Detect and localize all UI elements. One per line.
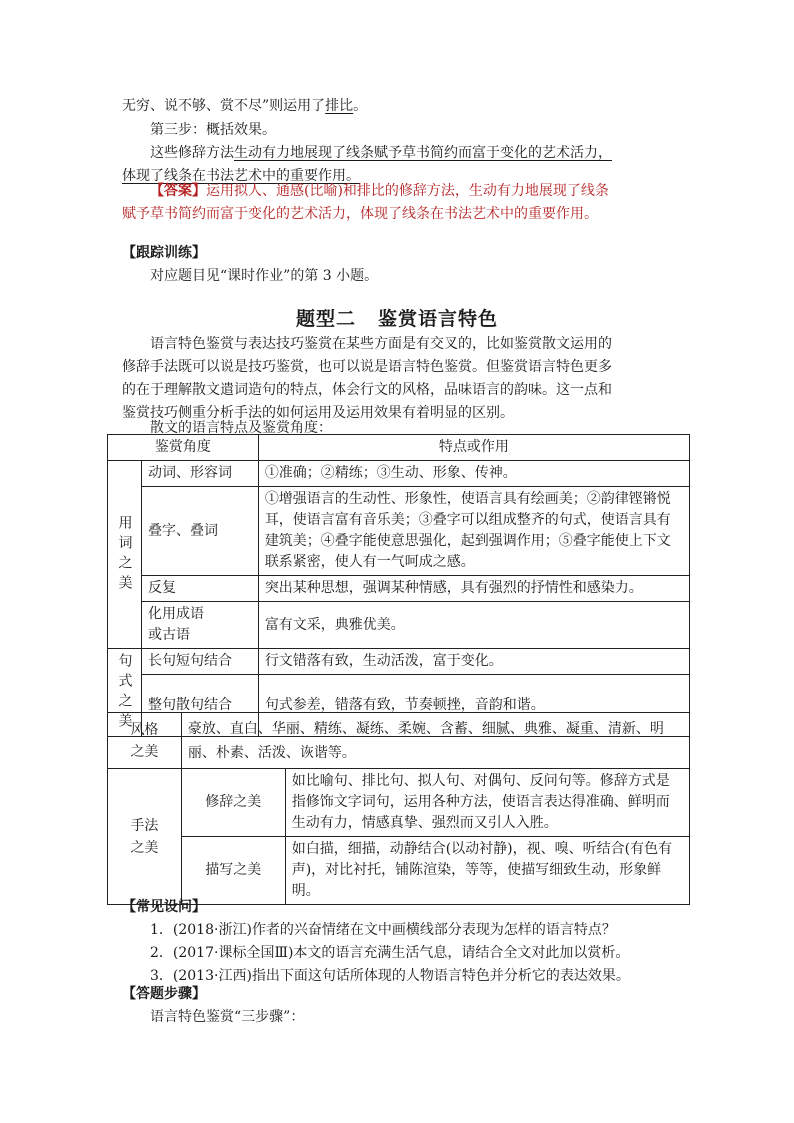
row-text: ①准确；②精练；③生动、形象、传神。 — [258, 461, 689, 487]
row-label: 描写之美 — [181, 837, 285, 905]
group-sentence-beauty: 句式之美 — [108, 649, 142, 737]
table-row — [108, 602, 690, 649]
table-row — [108, 461, 690, 487]
step3-text: 第三步：概括效果。 — [150, 122, 276, 138]
row-label: 动词、形容词 — [141, 461, 258, 487]
summary-line-2: 体现了线条在书法艺术中的重要作用。 — [122, 168, 360, 184]
header-angle: 鉴赏角度 — [108, 435, 259, 461]
steps-title: 【答题步骤】 — [122, 986, 206, 1002]
steps-text: 语言特色鉴赏“三步骤”： — [150, 1009, 305, 1025]
questions-title: 【常见设问】 — [122, 899, 206, 915]
answer-line-1: 【答案】运用拟人、通感(比喻)和排比的修辞方法，生动有力地展现了线条 — [150, 183, 609, 199]
intro-line-5: 散文的语言特点及鉴赏角度： — [150, 420, 332, 436]
row-label: 化用成语 或古语 — [141, 602, 258, 649]
group-word-beauty: 用词之美 — [108, 461, 142, 649]
row-label: 整句散句结合 — [141, 675, 258, 737]
question-item: 3．(2013·江西)指出下面这句话所体现的人物语言特色并分析它的表达效果。 — [150, 968, 630, 984]
table-row — [108, 769, 690, 837]
style-beauty-label: 风格 之美 — [108, 713, 182, 769]
follow-text: 对应题目见“课时作业”的第 3 小题。 — [150, 268, 379, 284]
table-header-row — [108, 435, 690, 461]
section-title: 题型二 鉴赏语言特色 — [295, 308, 499, 330]
intro-line-1: 语言特色鉴赏与表达技巧鉴赏在某些方面是有交叉的，比如鉴赏散文运用的 — [150, 336, 612, 352]
language-features-table — [107, 434, 690, 737]
header-feature: 特点或作用 — [258, 435, 689, 461]
row-text: 突出某种思想，强调某种情感，具有强烈的抒情性和感染力。 — [258, 576, 689, 602]
question-item: 1．(2018·浙江)作者的兴奋情绪在文中画横线部分表现为怎样的语言特点？ — [150, 922, 616, 938]
row-label: 修辞之美 — [181, 769, 285, 837]
summary-line-1: 这些修辞方法生动有力地展现了线条赋予草书简约而富于变化的艺术活力， — [150, 145, 612, 161]
row-text: 行文错落有致，生动活泼，富于变化。 — [258, 649, 689, 675]
intro-line-4: 鉴赏技巧侧重分析手法的如何运用及运用效果有着明显的区别。 — [122, 405, 514, 421]
table-row — [108, 576, 690, 602]
style-beauty-text: 豪放、直白、华丽、精练、凝练、柔婉、含蓄、细腻、典雅、凝重、清新、明丽、朴素、活泼、诙谐等。 — [181, 713, 689, 769]
row-text: 如比喻句、排比句、拟人句、对偶句、反问句等。修辞方式是指修饰文字词句，运用各种方法，使语言表达得准确、鲜明而生动有力，情感真挚、强烈而又引人入胜。 — [285, 769, 689, 837]
text-line-1: 无穷、说不够、赏不尽”则运用了排比。 — [122, 98, 368, 114]
row-text: 句式参差，错落有致，节奏顿挫，音韵和谐。 — [258, 675, 689, 737]
row-label: 叠字、叠词 — [141, 487, 258, 576]
table-row — [108, 487, 690, 576]
answer-line-2: 赋予草书简约而富于变化的艺术活力，体现了线条在书法艺术中的重要作用。 — [122, 206, 598, 222]
table-row — [108, 649, 690, 675]
style-technique-table — [107, 712, 690, 905]
table-row — [108, 713, 690, 769]
intro-line-2: 修辞手法既可以说是技巧鉴赏，也可以说是语言特色鉴赏。但鉴赏语言特色更多 — [122, 359, 612, 375]
table-row — [108, 837, 690, 905]
intro-line-3: 的在于理解散文遣词造句的特点，体会行文的风格，品味语言的韵味。这一点和 — [122, 382, 612, 398]
follow-title: 【跟踪训练】 — [122, 245, 206, 261]
row-text: 如白描，细描，动静结合(以动衬静)，视、嗅、听结合(有色有声)，对比衬托，铺陈渲染，等等，使描写细致生动，形象鲜明。 — [285, 837, 689, 905]
row-text: ①增强语言的生动性、形象性，使语言具有绘画美；②韵律铿锵悦耳，使语言富有音乐美；③叠字可以组成整齐的句式，使语言具有建筑美；④叠字能使意思强化，起到强调作用；⑤叠字能使上下文联系紧密，使人有一气呵成之感。 — [258, 487, 689, 576]
technique-beauty-label: 手法 之美 — [108, 769, 182, 905]
row-label: 反复 — [141, 576, 258, 602]
question-item: 2．(2017·课标全国Ⅲ)本文的语言充满生活气息，请结合全文对此加以赏析。 — [150, 945, 630, 961]
row-text: 富有文采，典雅优美。 — [258, 602, 689, 649]
row-label: 长句短句结合 — [141, 649, 258, 675]
